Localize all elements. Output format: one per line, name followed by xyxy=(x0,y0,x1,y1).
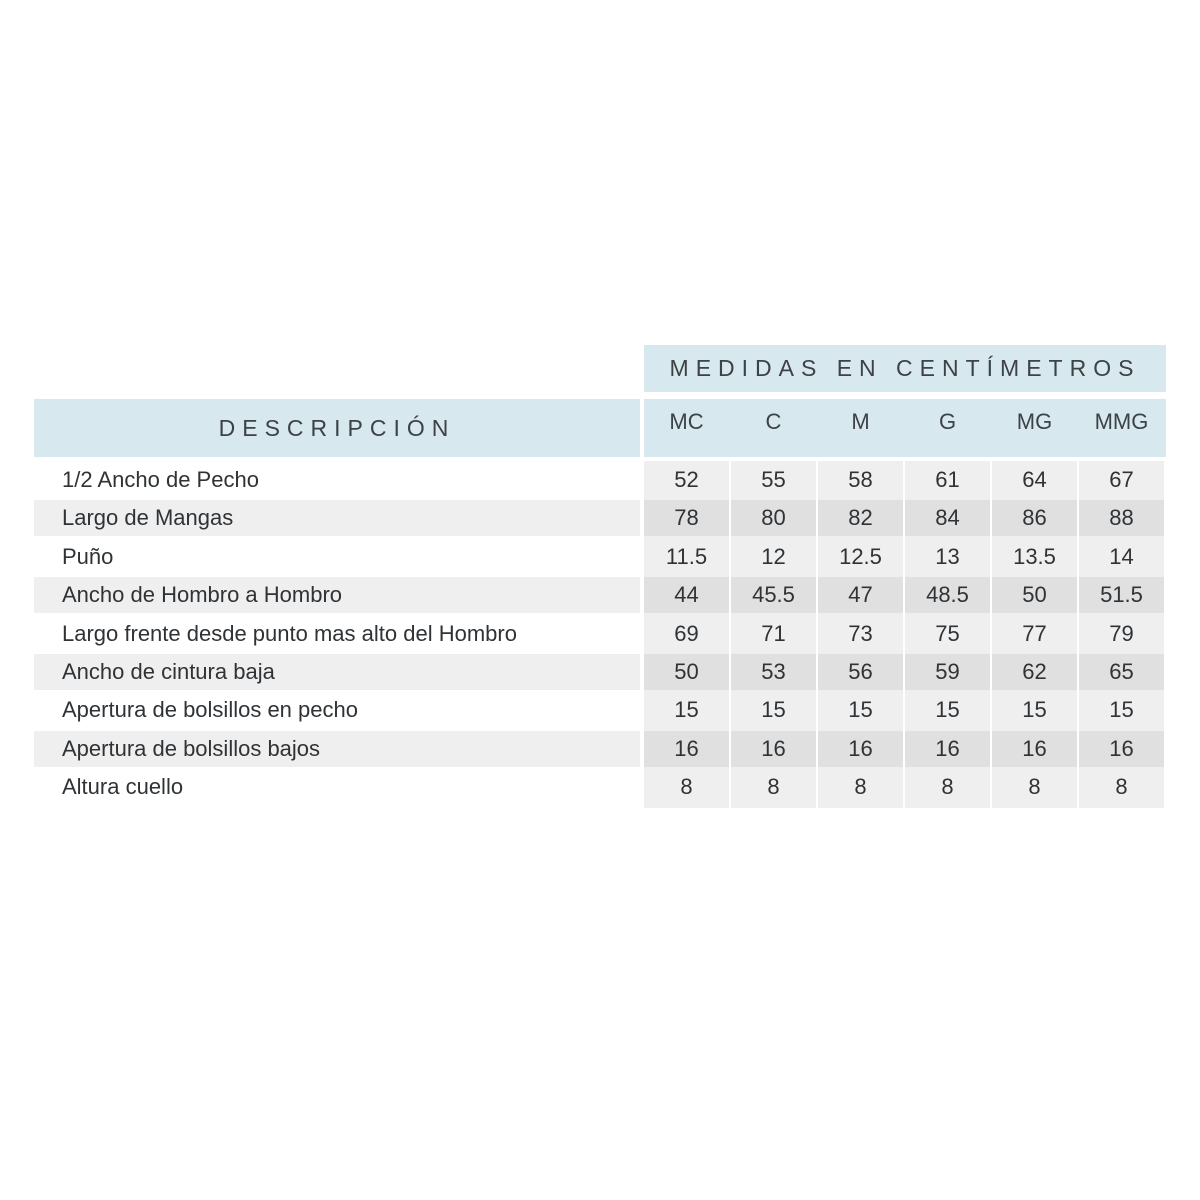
cell-value: 15 xyxy=(1109,697,1134,723)
row-label: Largo de Mangas xyxy=(62,505,234,531)
size-header-mg: MG xyxy=(1016,409,1053,434)
row-label: 1/2 Ancho de Pecho xyxy=(62,467,259,492)
size-header-mc: MC xyxy=(669,409,704,434)
row-label: Largo frente desde punto mas alto del Hombro xyxy=(62,620,517,646)
cell-value: 8 xyxy=(680,774,693,800)
cell-value: 16 xyxy=(935,735,960,761)
cell-value: 15 xyxy=(761,697,786,723)
size-header-row xyxy=(644,399,1166,457)
cell-value: 50 xyxy=(674,659,699,684)
row-label: Apertura de bolsillos en pecho xyxy=(62,697,358,723)
cell-value: 88 xyxy=(1109,505,1134,531)
cell-value: 67 xyxy=(1109,467,1134,492)
cell-value: 56 xyxy=(848,659,873,684)
size-header-mmg: MMG xyxy=(1094,409,1149,434)
cell-value: 44 xyxy=(674,582,699,608)
cell-value: 16 xyxy=(1022,735,1047,761)
cell-value: 13 xyxy=(935,543,960,569)
size-header-c: C xyxy=(765,409,782,434)
cell-value: 8 xyxy=(1115,774,1128,800)
cell-value: 16 xyxy=(674,735,699,761)
cell-value: 78 xyxy=(674,505,699,531)
cell-value: 82 xyxy=(848,505,873,531)
cell-value: 15 xyxy=(935,697,960,723)
cell-value: 75 xyxy=(935,620,960,646)
cell-value: 86 xyxy=(1022,505,1047,531)
cell-value: 52 xyxy=(674,467,699,492)
cell-value: 51.5 xyxy=(1100,582,1143,608)
cell-value: 15 xyxy=(674,697,699,723)
cell-value: 69 xyxy=(674,620,699,646)
cell-value: 71 xyxy=(761,620,786,646)
cell-value: 16 xyxy=(848,735,873,761)
cell-value: 11.5 xyxy=(665,543,708,569)
cell-value: 45.5 xyxy=(752,582,795,608)
cell-value: 48.5 xyxy=(926,582,969,608)
cell-value: 79 xyxy=(1109,620,1134,646)
row-label: Altura cuello xyxy=(62,774,184,800)
size-header-g: G xyxy=(938,409,957,434)
cell-value: 59 xyxy=(935,659,960,684)
cell-value: 53 xyxy=(761,659,786,684)
cell-value: 12.5 xyxy=(839,543,882,569)
cell-value: 80 xyxy=(761,505,786,531)
row-label: Puño xyxy=(62,543,114,569)
cell-value: 12 xyxy=(761,543,786,569)
cell-value: 47 xyxy=(848,582,873,608)
cell-value: 84 xyxy=(935,505,960,531)
measurements-header: MEDIDAS EN CENTÍMETROS xyxy=(644,345,1166,392)
cell-value: 64 xyxy=(1022,467,1047,492)
cell-value: 16 xyxy=(1109,735,1134,761)
cell-value: 15 xyxy=(848,697,873,723)
cell-value: 61 xyxy=(935,467,960,492)
cell-value: 55 xyxy=(761,467,786,492)
description-header: DESCRIPCIÓN xyxy=(34,399,640,457)
cell-value: 14 xyxy=(1109,543,1134,569)
size-header-m: M xyxy=(851,409,870,434)
cell-value: 8 xyxy=(854,774,867,800)
cell-value: 50 xyxy=(1022,582,1047,608)
cell-value: 73 xyxy=(848,620,873,646)
cell-value: 8 xyxy=(941,774,954,800)
row-label: Ancho de cintura baja xyxy=(62,659,275,684)
row-label: Ancho de Hombro a Hombro xyxy=(62,582,343,608)
row-label: Apertura de bolsillos bajos xyxy=(62,735,321,761)
cell-value: 8 xyxy=(1028,774,1041,800)
cell-value: 58 xyxy=(848,467,873,492)
cell-value: 13.5 xyxy=(1013,543,1056,569)
cell-value: 8 xyxy=(767,774,780,800)
cell-value: 65 xyxy=(1109,659,1134,684)
cell-value: 62 xyxy=(1022,659,1047,684)
cell-value: 15 xyxy=(1022,697,1047,723)
cell-value: 77 xyxy=(1022,620,1047,646)
cell-value: 16 xyxy=(761,735,786,761)
